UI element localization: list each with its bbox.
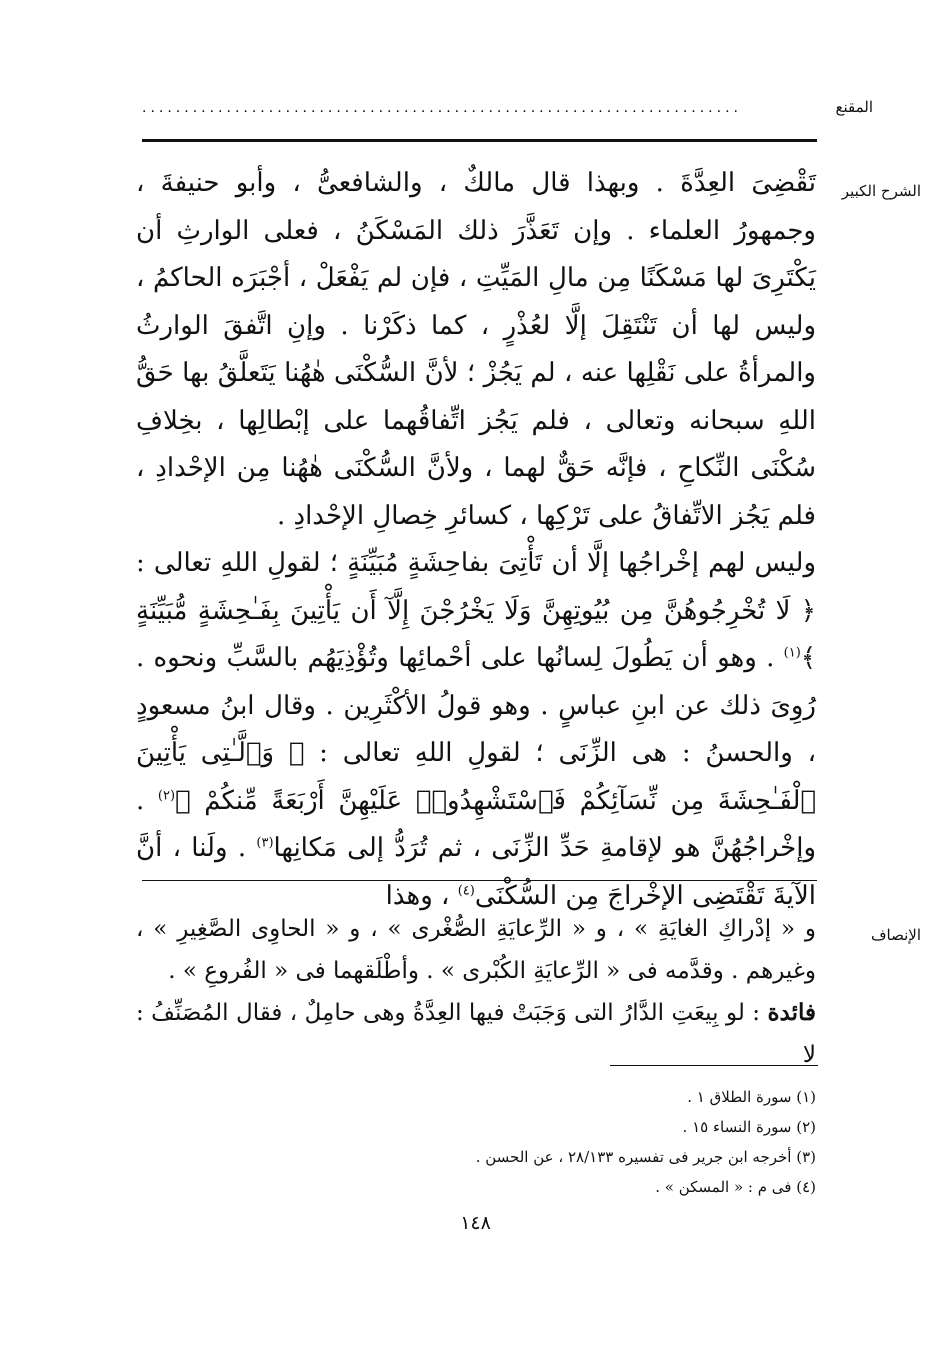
footnote-ref-2: (٢) xyxy=(157,787,176,803)
running-header-title: المقنع xyxy=(835,98,873,116)
paragraph-2-part-c: . وإخْراجُهُنَّ هو لإقامةِ حَدِّ الزِّنَى ، ثم تُرَدُّ إلى مَكانِها xyxy=(136,785,816,863)
insaf-faida xyxy=(136,992,816,1076)
header-dotted-leader: ....................................................................... xyxy=(142,100,742,114)
paragraph-2-part-a: وليس لهم إخْراجُها إلَّا أن تَأْتِىَ بفاحِشَةٍ مُبَيِّنَةٍ ؛ لقولِ اللهِ تعالى : ﴿ لَا تُخْرِجُوهُنَّ مِن بُيُوتِهِنَّ وَلَا يَخْرُجْنَ إِلَّآ أَن يَأْتِينَ بِفَـٰحِشَةٍ مُّبَيِّنَةٍ ﴾ xyxy=(136,548,816,673)
footnote-1: (١) سورة الطلاق ١ . xyxy=(687,1088,816,1106)
faida-label: فائدة xyxy=(767,999,816,1026)
paragraph-2-part-e: ، وهذا xyxy=(385,880,458,911)
side-label-insaf: الإنصاف xyxy=(870,926,921,944)
footnote-3: (٣) أخرجه ابن جرير فى تفسيره ٢٨/١٣٣ ، عن الحسن . xyxy=(475,1148,816,1166)
footnote-ref-4: (٤) xyxy=(457,882,475,898)
main-commentary-text xyxy=(136,160,816,920)
footnote-ref-3: (٣) xyxy=(256,835,274,851)
faida-text: : لو بِيعَتِ الدَّارُ التى وَجَبَتْ فيها العِدَّةُ وهى حامِلٌ ، فقال المُصَنِّفُ : لا xyxy=(136,1000,816,1068)
insaf-line-1: و « إدْراكِ الغايَةِ » ، و « الرِّعايَةِ الصُّغْرى » ، و « الحاوِى الصَّغِيرِ » ، وغيرهم . وقدَّمه فى « الرِّعايَةِ الكُبْرى » . وأطْلَقهما فى « الفُروعِ » . xyxy=(136,916,816,984)
paragraph-2-part-d: . ولَنا ، أنَّ الآيةَ تَقْتَضِى الإخْراجَ مِن السُّكْنَى xyxy=(136,833,816,911)
paragraph-2-part-b: . وهو أن يَطُولَ لِسانُها على أحْمائِها وتُؤْذِيَهُم بالسَّبِّ ونحوه . رُوِىَ ذلك عن ابنِ عباسٍ . وهو قولُ الأكْثَرِين . وقال ابنُ مسعودٍ ، والحسنُ : هى الزِّنَى ؛ لقولِ اللهِ تعالى : ﴿ وَٱلَّـٰتِى يَأْتِينَ ٱلْفَـٰحِشَةَ مِن نِّسَآئِكُمْ فَٱسْتَشْهِدُوا۟ عَلَيْهِنَّ أَرْبَعَةً مِّنكُمْ ﴾ xyxy=(136,643,816,816)
footnote-rule xyxy=(610,1065,818,1066)
footnote-4: (٤) فى م : « المسكن » . xyxy=(655,1178,816,1196)
section-divider-rule xyxy=(142,880,817,881)
footnotes xyxy=(136,1082,816,1202)
insaf-text xyxy=(136,908,816,1076)
footnote-2: (٢) سورة النساء ١٥ . xyxy=(682,1118,816,1136)
page-number: ١٤٨ xyxy=(460,1212,491,1234)
paragraph-1: تَقْضِىَ العِدَّةَ . وبهذا قال مالكٌ ، والشافعىُّ ، وأبو حنيفةَ ، وجمهورُ العلماء . وإن تَعَذَّرَ ذلك المَسْكَنُ ، فعلى الوارثِ أن يَكْتَرِىَ لها مَسْكَنًا مِن مالِ المَيِّتِ ، فإن لم يَفْعَلْ ، أجْبَرَه الحاكمُ ، وليس لها أن تَنْتَقِلَ إلَّا لعُذْرٍ ، كما ذكَرْنا . وإنِ اتَّفقَ الوارثُ والمرأةُ على نَقْلِها عنه ، لم يَجُزْ ؛ لأنَّ السُّكْنَى هٰهُنا يَتَعلَّقُ بها حَقُّ اللهِ سبحانه وتعالى ، فلم يَجُز اتِّفاقُهما على إبْطالِها ، بخِلافِ سُكْنَى النِّكاحِ ، فإنَّه حَقٌّ لهما ، ولأنَّ السُّكْنَى هٰهُنا مِن الإحْدادِ ، فلم يَجُز الاتِّفاقُ على تَرْكِها ، كسائرِ خِصالِ الإحْدادِ . xyxy=(136,168,816,531)
header-rule xyxy=(142,139,817,142)
paragraph-2 xyxy=(136,540,816,920)
footnote-ref-1: (١) xyxy=(783,645,801,661)
side-label-sharh: الشرح الكبير xyxy=(841,182,921,200)
